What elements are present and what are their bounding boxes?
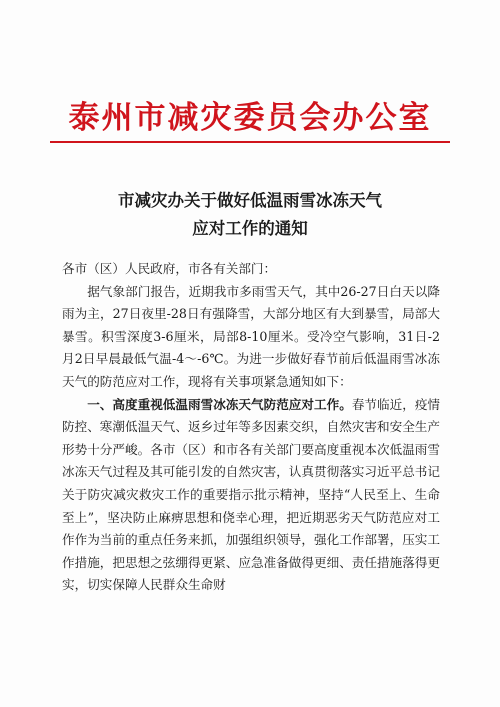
title-line-1: 市减灾办关于做好低温雨雪冰冻天气 [118, 191, 382, 210]
salutation: 各市（区）人民政府，市各有关部门： [62, 261, 277, 276]
document-body [62, 258, 440, 597]
masthead: 泰州市减灾委员会办公室 [68, 100, 432, 136]
red-divider-line [50, 141, 450, 143]
section-1 [62, 394, 440, 597]
title-line-2: 应对工作的通知 [192, 219, 308, 238]
document-title [0, 187, 500, 243]
paragraph-1: 据气象部门报告，近期我市多雨雪天气，其中26-27日白天以降雨为主，27日夜里-28日有强降雪，大部分地区有大到暴雪，局部大暴雪。积雪深度3-6厘米，局部8-10厘米。受冷空气影响，31日-2月2日早晨最低气温-4～-6℃。为进一步做好春节前后低温雨雪冰冻天气的防范应对工作，现将有关事项紧急通知如下： [62, 283, 440, 389]
section-1-heading: 一、高度重视低温雨雪冰冻天气防范应对工作。 [87, 396, 352, 412]
section-1-text: 春节临近，疫情防控、寒潮低温天气、返乡过年等多因素交织，自然灾害和安全生产形势十分严峻。各市（区）和市各有关部门要高度重视本次低温雨雪冰冻天气过程及其可能引发的自然灾害，认真贯彻落实习近平总书记关于防灾减灾救灾工作的重要指示批示精神，坚持“人民至上、生命至上”，坚决防止麻痹思想和侥幸心理，把近期恶劣天气防范应对工作作为当前的重点任务来抓，加强组织领导，强化工作部署，压实工作措施，把思想之弦绷得更紧、应急准备做得更细、责任措施落得更实，切实保障人民群众生命财 [62, 396, 441, 593]
